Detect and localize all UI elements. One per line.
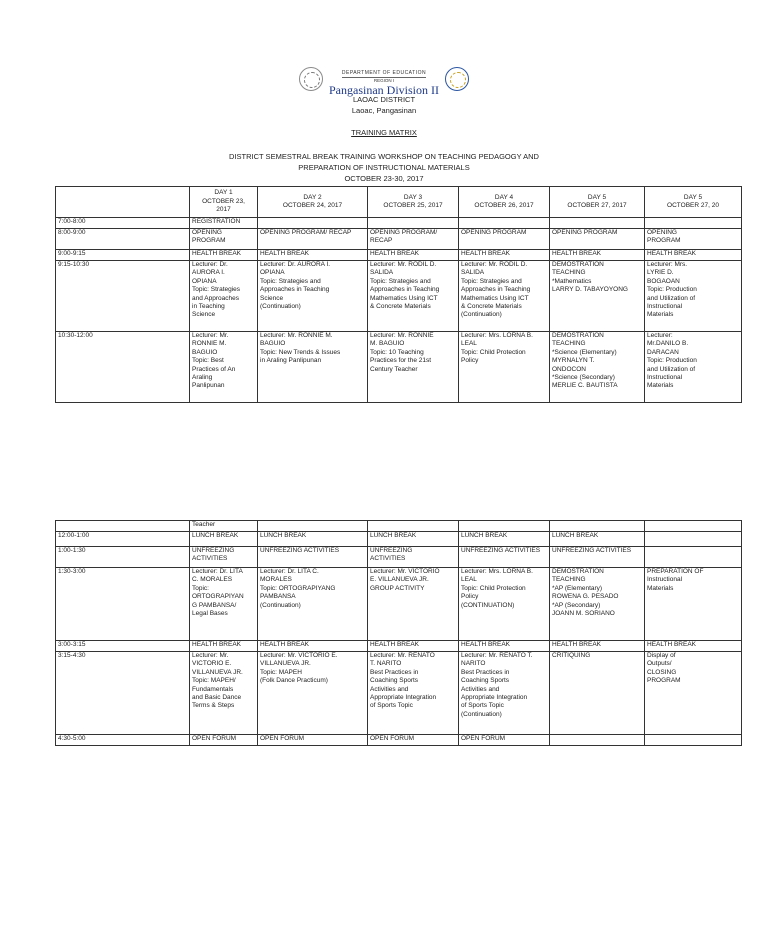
schedule-cell: HEALTH BREAK [368,250,459,261]
table-row [56,547,742,568]
schedule-cell: Lecturer: Dr. AURORA I. OPIANA Topic: Strategies and Approaches in Teaching Science [190,261,258,332]
deped-seal-icon [299,67,323,91]
schedule-cell [550,735,645,746]
subtitle-line-2: PREPARATION OF INSTRUCTIONAL MATERIALS [298,163,470,172]
table-row [56,218,742,229]
schedule-cell [645,218,742,229]
schedule-cell [258,521,368,532]
time-cell: 9:15-10:30 [56,261,190,332]
schedule-cell: HEALTH BREAK [258,641,368,652]
schedule-cell [368,521,459,532]
division-name: Pangasinan Division II [329,83,439,98]
letterhead-brand [329,62,439,97]
subtitle-line-3: OCTOBER 23-30, 2017 [344,174,424,183]
schedule-cell [368,218,459,229]
schedule-cell: Lecturer: Dr. LITA C. MORALES Topic: ORTOGRAPIYANG PAMBANSA (Continuation) [258,568,368,641]
schedule-cell: LUNCH BREAK [368,532,459,547]
schedule-cell: LUNCH BREAK [459,532,550,547]
time-cell: 3:00-3:15 [56,641,190,652]
table-row [56,568,742,641]
table-row [56,532,742,547]
schedule-cell: OPENING PROGRAM [645,229,742,250]
table-row [56,229,742,250]
schedule-cell: CRITIQUING [550,652,645,735]
schedule-cell: Lecturer: Mr. VICTORIO E. VILLANUEVA JR. Topic: MAPEH/ Fundamentals and Basic Dance Terms & Steps [190,652,258,735]
region-text: REGION I [373,77,395,83]
schedule-cell [645,521,742,532]
time-cell: 1:00-1:30 [56,547,190,568]
schedule-cell: UNFREEZING ACTIVITIES [550,547,645,568]
schedule-cell: Lecturer: Mrs. LORNA B. LEAL Topic: Child Protection Policy (CONTINUATION) [459,568,550,641]
schedule-cell: Lecturer: Mr. RONNIE M. BAGUIO Topic: New Trends & Issues in Araling Panlipunan [258,332,368,403]
schedule-cell [645,735,742,746]
time-header-cell [56,187,190,218]
schedule-cell: Lecturer: Mr. RENATO T. NARITO Best Practices in Coaching Sports Activities and Appropriate Integration of Sports Topic [368,652,459,735]
schedule-cell: HEALTH BREAK [459,641,550,652]
time-cell: 8:00-9:00 [56,229,190,250]
schedule-cell: OPEN FORUM [459,735,550,746]
division-seal-icon [445,67,469,91]
table-row [56,735,742,746]
schedule-cell: HEALTH BREAK [550,250,645,261]
time-cell: 3:15-4:30 [56,652,190,735]
schedule-table-morning [55,186,742,403]
schedule-cell: HEALTH BREAK [645,250,742,261]
schedule-cell: LUNCH BREAK [190,532,258,547]
schedule-cell [459,218,550,229]
schedule-cell: OPENING PROGRAM/ RECAP [258,229,368,250]
schedule-cell: UNFREEZING ACTIVITIES [258,547,368,568]
day-header-cell: DAY 2 OCTOBER 24, 2017 [258,187,368,218]
table-row [56,652,742,735]
time-cell: 7:00-8:00 [56,218,190,229]
schedule-cell: Lecturer: Mr.DANILO B. DARACAN Topic: Production and Utilization of Instructional Materials [645,332,742,403]
schedule-cell: HEALTH BREAK [190,250,258,261]
schedule-cell: LUNCH BREAK [258,532,368,547]
schedule-cell: OPENING PROGRAM [190,229,258,250]
schedule-cell: HEALTH BREAK [258,250,368,261]
schedule-cell [550,218,645,229]
schedule-cell: HEALTH BREAK [459,250,550,261]
schedule-cell: OPEN FORUM [258,735,368,746]
day-header-cell: DAY 5 OCTOBER 27, 20 [645,187,742,218]
schedule-table-afternoon [55,520,742,746]
schedule-cell [645,532,742,547]
table-row [56,261,742,332]
schedule-cell: OPENING PROGRAM/ RECAP [368,229,459,250]
letterhead [0,64,768,98]
schedule-cell: HEALTH BREAK [190,641,258,652]
schedule-cell: Lecturer: Dr. AURORA I. OPIANA Topic: Strategies and Approaches in Teaching Science (Continuation) [258,261,368,332]
schedule-cell: OPENING PROGRAM [550,229,645,250]
document-header [0,64,768,184]
schedule-cell: Lecturer: Mrs. LORNA B. LEAL Topic: Child Protection Policy [459,332,550,403]
schedule-cell: Teacher [190,521,258,532]
department-text: DEPARTMENT OF EDUCATION [341,69,427,76]
table-header-row [56,187,742,218]
schedule-cell: Lecturer: Mr. VICTORIO E. VILLANUEVA JR. Topic: MAPEH (Folk Dance Practicum) [258,652,368,735]
time-cell: 4:30-5:00 [56,735,190,746]
schedule-cell: UNFREEZING ACTIVITIES [459,547,550,568]
day-header-cell: DAY 4 OCTOBER 26, 2017 [459,187,550,218]
schedule-cell: Lecturer: Mr. RONNIE M. BAGUIO Topic: 10 Teaching Practices for the 21st Century Teacher [368,332,459,403]
matrix-title: TRAINING MATRIX [351,128,417,137]
schedule-cell [459,521,550,532]
subtitle-line-1: DISTRICT SEMESTRAL BREAK TRAINING WORKSHOP ON TEACHING PEDAGOGY AND [229,152,539,161]
table-row [56,641,742,652]
town-name: Laoac, Pangasinan [351,106,417,115]
schedule-cell: Lecturer: Mr. RENATO T. NARITO Best Practices in Coaching Sports Activities and Appropriate Integration of Sports Topic (Continuation) [459,652,550,735]
schedule-cell: PREPARATION OF Instructional Materials [645,568,742,641]
schedule-cell: UNFREEZING ACTIVITIES [190,547,258,568]
schedule-cell: DEMOSTRATION TEACHING *Mathematics LARRY D. TABAYOYONG [550,261,645,332]
schedule-cell [645,547,742,568]
table-row [56,250,742,261]
schedule-cell: Lecturer: Mr. RODIL D. SALIDA Topic: Strategies and Approaches in Teaching Mathematics Using ICT & Concrete Materials (Continuation) [459,261,550,332]
schedule-cell: REGISTRATION [190,218,258,229]
schedule-cell: DEMOSTRATION TEACHING *Science (Elementary) MYRNALYN T. ONDOCON *Science (Secondary) MERLIE C. BAUTISTA [550,332,645,403]
schedule-cell: HEALTH BREAK [550,641,645,652]
time-cell [56,521,190,532]
day-header-cell: DAY 3 OCTOBER 25, 2017 [368,187,459,218]
schedule-cell: HEALTH BREAK [645,641,742,652]
time-cell: 10:30-12:00 [56,332,190,403]
day-header-cell: DAY 5 OCTOBER 27, 2017 [550,187,645,218]
time-cell: 1:30-3:00 [56,568,190,641]
schedule-cell: DEMOSTRATION TEACHING *AP (Elementary) ROWENA G. PESADO *AP (Secondary) JOANN M. SORIANO [550,568,645,641]
time-cell: 9:00-9:15 [56,250,190,261]
schedule-cell: UNFREEZING ACTIVITIES [368,547,459,568]
schedule-cell [258,218,368,229]
time-cell: 12:00-1:00 [56,532,190,547]
schedule-cell: OPEN FORUM [190,735,258,746]
schedule-cell: Lecturer: Mrs. LYRIE D. BOGAOAN Topic: Production and Utilization of Instructional Materials [645,261,742,332]
schedule-cell: HEALTH BREAK [368,641,459,652]
table-row [56,332,742,403]
schedule-cell: LUNCH BREAK [550,532,645,547]
schedule-cell: Display of Outputs/ CLOSING PROGRAM [645,652,742,735]
schedule-cell: Lecturer: Mr. RONNIE M. BAGUIO Topic: Best Practices of An Araling Panlipunan [190,332,258,403]
day-header-cell: DAY 1 OCTOBER 23, 2017 [190,187,258,218]
schedule-cell [550,521,645,532]
table-row [56,521,742,532]
schedule-cell: Lecturer: Mr. RODIL D. SALIDA Topic: Strategies and Approaches in Teaching Mathematics Using ICT & Concrete Materials [368,261,459,332]
district-name: LAOAC DISTRICT [352,95,416,104]
schedule-cell: Lecturer: Dr. LITA C. MORALES Topic: ORTOGRAPIYAN G PAMBANSA/ Legal Bases [190,568,258,641]
schedule-cell: Lecturer: Mr. VICTORIO E. VILLANUEVA JR. GROUP ACTIVITY [368,568,459,641]
schedule-cell: OPENING PROGRAM [459,229,550,250]
schedule-cell: OPEN FORUM [368,735,459,746]
